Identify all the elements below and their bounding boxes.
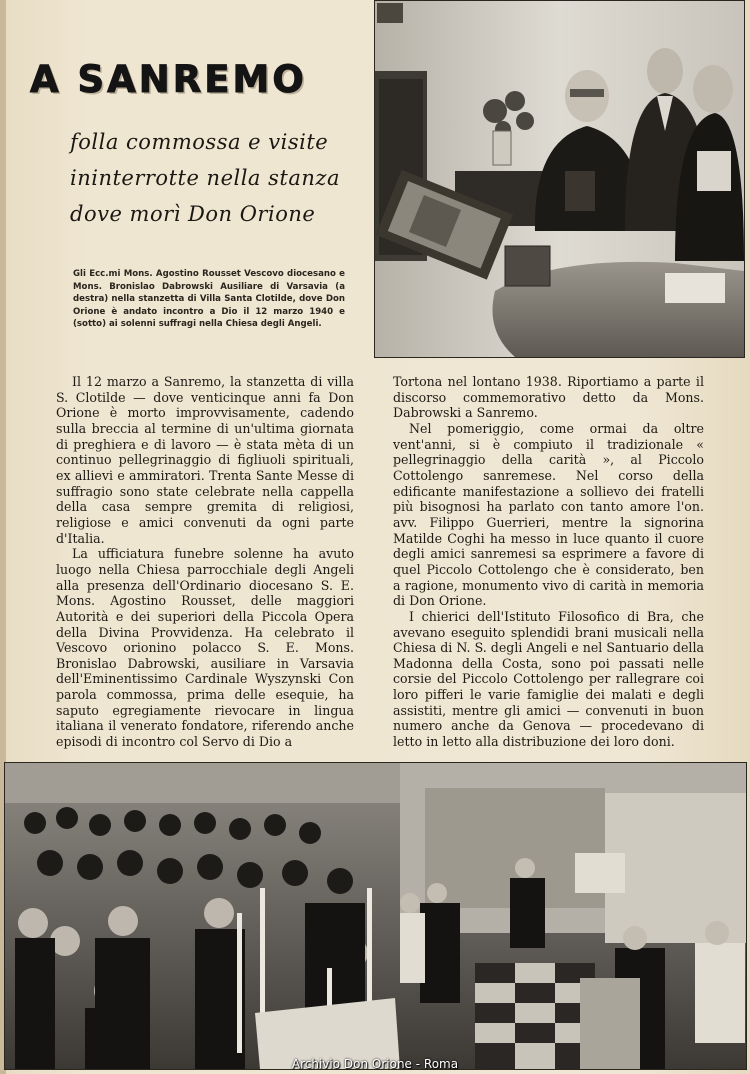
subhead-line: ininterrotte nella stanza [70, 166, 340, 190]
paragraph: Il 12 marzo a Sanremo, la stanzetta di villa S. Clotilde — dove venticinque anni fa Don Orione è morto improvvisamente, cadendo sulla breccia al termine di un'ultima giornata di preghiera e di lavoro — è stata mèta di un continuo pellegrinaggio di figliuoli spirituali, ex allievi e ammiratori. Trenta Sante Messe di suffragio sono state celebrate nella cappella della casa sempre gremita di religiosi, religiose e amici convenuti da ogni parte d'Italia. [56, 374, 354, 546]
subhead-line: dove morì Don Orione [70, 202, 316, 226]
article-headline: A SANREMO [30, 58, 307, 101]
photo-bishops-in-room [374, 0, 745, 358]
paragraph: I chierici dell'Istituto Filosofico di Bra, che avevano eseguito splendidi brani musicali nella Chiesa di N. S. degli Angeli e nel Santuario della Madonna della Costa, sono poi passati nelle corsie del Piccolo Cottolengo per rallegrare coi loro pifferi le varie famiglie dei malati e degli assistiti, mentre gli amici — convenuti in buon numero anche da Genova — procedevano di letto in letto alla distribuzione dei loro doni. [393, 608, 704, 750]
photo-church-ceremony [4, 762, 747, 1070]
subhead-line: folla commossa e visite [70, 130, 329, 154]
archive-watermark: Archivio Don Orione - Roma [291, 1057, 459, 1071]
photo-bishops-illustration [375, 1, 744, 357]
article-right-column [393, 374, 704, 750]
photo-church-illustration [5, 763, 746, 1069]
paragraph: La ufficiatura funebre solenne ha avuto luogo nella Chiesa parrocchiale degli Angeli alla presenza dell'Ordinario diocesano S. E. Mons. Agostino Rousset, delle maggiori Autorità e dei superiori della Piccola Opera della Divina Provvidenza. Ha celebrato il Vescovo orionino polacco S. E. Mons. Bronislao Dabrowski, ausiliare in Varsavia dell'Eminentissimo Cardinale Wyszynski Con parola commossa, prima delle esequie, ha saputo egregiamente rievocare in lingua italiana il venerato fondatore, riferendo anche episodi di incontro col Servo di Dio a [56, 546, 354, 750]
photo-caption: Gli Ecc.mi Mons. Agostino Rousset Vescovo diocesano e Mons. Bronislao Dabrowski Ausiliare di Varsavia (a destra) nella stanzetta di Villa Santa Clotilde, dove Don Orione è andato incontro a Dio il 12 marzo 1940 e (sotto) ai solenni suffragi nella Chiesa degli Angeli. [73, 269, 345, 330]
article-left-column [56, 374, 354, 750]
article-subheadline [70, 124, 360, 232]
paragraph: Nel pomeriggio, come ormai da oltre vent'anni, si è compiuto il tradizionale « pellegrinaggio della carità », al Piccolo Cottolengo sanremese. Nel corso della edificante manifestazione a sollievo dei fratelli più bisognosi ha parlato con tanto amore l'on. avv. Filippo Guerrieri, mentre la signorina Matilde Coghi ha messo in luce quanto il cuore degli amici sanremesi sa esprimere a favore di quel Piccolo Cottolengo che è considerato, ben a ragione, monumento vivo di carità in memoria di Don Orione. [393, 420, 704, 609]
paragraph: Tortona nel lontano 1938. Riportiamo a parte il discorso commemorativo detto da Mons. Dabrowski a Sanremo. [393, 374, 704, 421]
